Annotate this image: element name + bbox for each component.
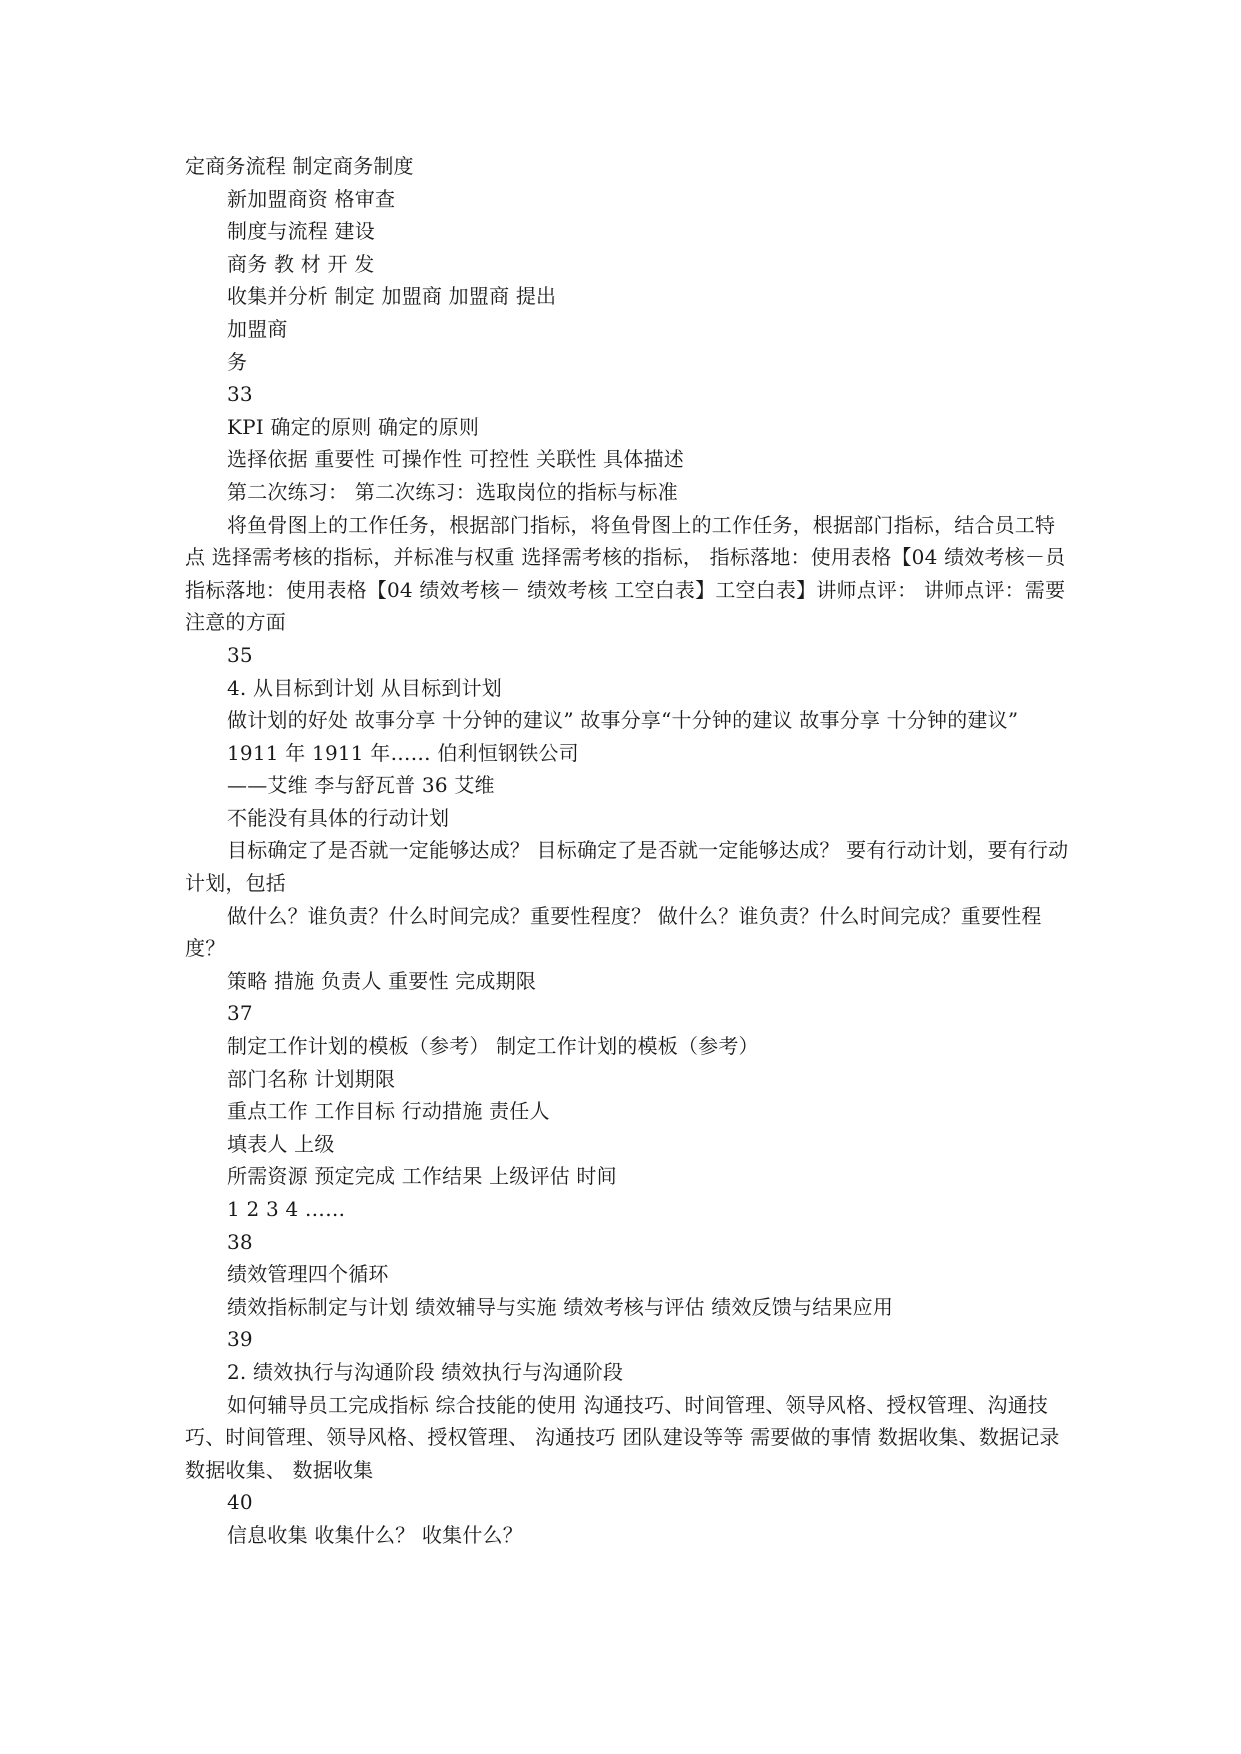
text-line: 目标确定了是否就一定能够达成？ 目标确定了是否就一定能够达成？ 要有行动计划，要有行动计划，包括 <box>185 838 1069 896</box>
text-line: 制度与流程 建设 <box>227 219 375 244</box>
text-line: 2. 绩效执行与沟通阶段 绩效执行与沟通阶段 <box>227 1359 624 1384</box>
text-line: 重点工作 工作目标 行动措施 责任人 <box>227 1099 550 1124</box>
text-line: 策略 措施 负责人 重要性 完成期限 <box>227 968 537 993</box>
text-line: 收集并分析 制定 加盟商 加盟商 提出 <box>227 284 557 309</box>
text-line: 不能没有具体的行动计划 <box>227 805 450 830</box>
text-line: 制定工作计划的模板（参考） 制定工作计划的模板（参考） <box>227 1034 759 1059</box>
text-line: 定商务流程 制定商务制度 <box>185 154 414 178</box>
text-line: 1 2 3 4 …… <box>227 1197 346 1221</box>
text-line: 务 <box>227 349 248 374</box>
text-line: 38 <box>227 1229 253 1254</box>
text-line: 35 <box>227 642 253 667</box>
text-line: KPI 确定的原则 确定的原则 <box>227 414 480 439</box>
text-line: 新加盟商资 格审查 <box>227 186 396 211</box>
text-line: ——艾维 李与舒瓦普 36 艾维 <box>227 773 495 798</box>
text-line: 做什么？谁负责？什么时间完成？重要性程度？ 做什么？谁负责？什么时间完成？重要性程度？ <box>185 903 1042 961</box>
text-line: 33 <box>227 382 253 407</box>
text-line: 37 <box>227 1001 253 1026</box>
text-line: 40 <box>227 1490 253 1515</box>
text-line: 39 <box>227 1327 253 1352</box>
text-line: 绩效指标制定与计划 绩效辅导与实施 绩效考核与评估 绩效反馈与结果应用 <box>227 1294 894 1319</box>
text-line: 如何辅导员工完成指标 综合技能的使用 沟通技巧、时间管理、领导风格、授权管理、沟通技巧、时间管理、领导风格、授权管理、 沟通技巧 团队建设等等 需要做的事情 数据收集、数据记录 数据收集、 数据收集 <box>185 1392 1060 1482</box>
text-line: 信息收集 收集什么？ 收集什么？ <box>227 1522 523 1547</box>
text-line: 4. 从目标到计划 从目标到计划 <box>227 675 502 700</box>
text-line: 选择依据 重要性 可操作性 可控性 关联性 具体描述 <box>227 447 684 472</box>
text-line: 绩效管理四个循环 <box>227 1262 389 1287</box>
text-line: 部门名称 计划期限 <box>227 1066 396 1091</box>
document-page <box>185 150 1075 1552</box>
text-line: 第二次练习： 第二次练习：选取岗位的指标与标准 <box>227 479 678 504</box>
text-line: 填表人 上级 <box>227 1131 335 1156</box>
text-line: 商务 教 材 开 发 <box>227 251 375 276</box>
text-line: 将鱼骨图上的工作任务，根据部门指标，将鱼骨图上的工作任务，根据部门指标，结合员工特点 选择需考核的指标，并标准与权重 选择需考核的指标， 指标落地：使用表格【04 绩效考核－员 指标落地：使用表格【04 绩效考核－ 绩效考核 工空白表】工空白表】讲师点评： 讲师点评：需要注意的方面 <box>185 512 1066 635</box>
text-line: 所需资源 预定完成 工作结果 上级评估 时间 <box>227 1164 617 1189</box>
text-line: 做计划的好处 故事分享 十分钟的建议” 故事分享“十分钟的建议 故事分享 十分钟的建议” <box>227 708 1019 733</box>
text-line: 1911 年 1911 年…… 伯利恒钢铁公司 <box>227 740 579 765</box>
document-body <box>185 150 1075 1552</box>
text-line: 加盟商 <box>227 316 288 341</box>
